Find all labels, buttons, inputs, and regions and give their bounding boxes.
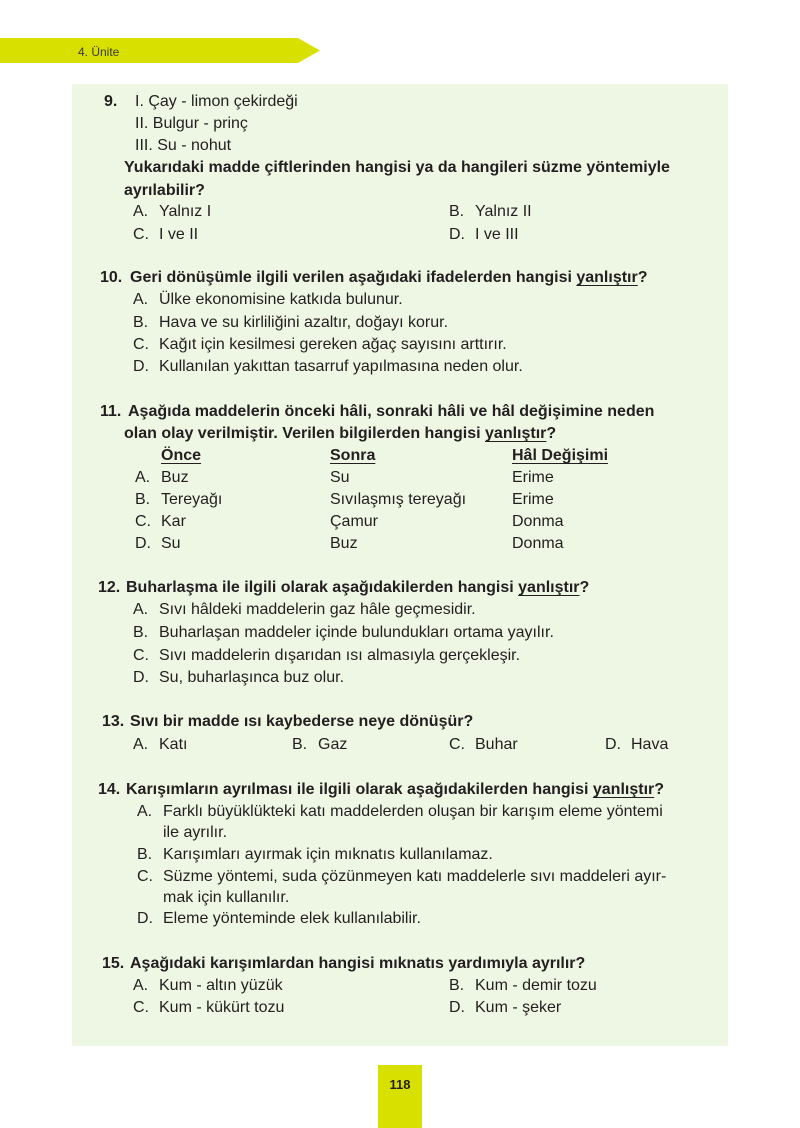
answer-option[interactable]: B. Buharlaşan maddeler içinde bulundukları ortama yayılır. — [133, 624, 554, 641]
answer-option[interactable]: B. Gaz — [292, 736, 348, 753]
answer-option[interactable]: A. Ülke ekonomisine katkıda bulunur. — [133, 291, 403, 308]
answer-option[interactable]: C. Buhar — [449, 736, 518, 753]
answer-option[interactable]: A. Buz — [135, 469, 189, 486]
answer-option[interactable]: C. Kum - kükürt tozu — [133, 999, 285, 1016]
answer-option[interactable]: A. Farklı büyüklükteki katı maddelerden oluşan bir karışım eleme yöntemi — [137, 803, 663, 820]
answer-option[interactable]: D. Su, buharlaşınca buz olur. — [133, 669, 345, 686]
answer-option[interactable]: A. Sıvı hâldeki maddelerin gaz hâle geçmesidir. — [133, 601, 476, 618]
question-number: 14. — [98, 781, 121, 798]
answer-option-continued: ile ayrılır. — [163, 824, 228, 841]
answer-option[interactable]: B. Kum - demir tozu — [449, 977, 597, 994]
answer-option[interactable]: A. Katı — [133, 736, 188, 753]
answer-option[interactable]: A. Kum - altın yüzük — [133, 977, 283, 994]
statement-item: II. Bulgur - prinç — [135, 115, 248, 132]
question-number: 12. — [98, 579, 121, 596]
answer-option[interactable]: A. Yalnız I — [133, 203, 212, 220]
table-header: Hâl Değişimi — [512, 447, 609, 464]
page-number: 118 — [389, 1077, 411, 1092]
answer-option[interactable]: C. Sıvı maddelerin dışarıdan ısı almasıyla gerçekleşir. — [133, 647, 521, 664]
unit-tab-shape — [0, 38, 320, 63]
answer-option[interactable]: B. Yalnız II — [449, 203, 532, 220]
table-cell: Sıvılaşmış tereyağı — [330, 491, 467, 508]
answer-option[interactable]: C. I ve II — [133, 226, 199, 243]
emphasis-underline: yanlıştır — [576, 269, 638, 286]
answer-option[interactable]: D. Eleme yönteminde elek kullanılabilir. — [137, 910, 421, 927]
table-cell: Erime — [512, 491, 554, 508]
question-number: 10. — [100, 269, 123, 286]
answer-option[interactable]: D. Kum - şeker — [449, 999, 562, 1016]
unit-header-tab — [0, 38, 320, 63]
question-stem: Geri dönüşümle ilgili verilen aşağıdaki ifadelerden hangisi yanlıştır? — [130, 269, 648, 286]
page-number-tab — [378, 1065, 422, 1128]
question-stem: Aşağıdaki karışımlardan hangisi mıknatıs yardımıyla ayrılır? — [130, 955, 586, 972]
answer-option[interactable]: B. Hava ve su kirliliğini azaltır, doğayı korur. — [133, 314, 449, 331]
table-cell: Buz — [330, 535, 358, 552]
statement-item: III. Su - nohut — [135, 137, 232, 154]
question-stem: Aşağıda maddelerin önceki hâli, sonraki hâli ve hâl değişimine neden — [128, 403, 655, 420]
table-header: Önce — [161, 447, 202, 464]
question-number: 13. — [102, 713, 125, 730]
question-number: 11. — [100, 403, 122, 420]
answer-option[interactable]: B. Tereyağı — [135, 491, 223, 508]
question-number: 15. — [102, 955, 125, 972]
answer-option[interactable]: C. Kağıt için kesilmesi gereken ağaç sayısını arttırır. — [133, 336, 507, 353]
question-stem: Karışımların ayrılması ile ilgili olarak aşağıdakilerden hangisi yanlıştır? — [126, 781, 665, 798]
unit-label: 4. Ünite — [78, 45, 120, 59]
emphasis-underline: yanlıştır — [485, 425, 547, 442]
answer-option[interactable]: B. Karışımları ayırmak için mıknatıs kullanılamaz. — [137, 846, 493, 863]
table-header: Sonra — [330, 447, 376, 464]
emphasis-underline: yanlıştır — [592, 781, 655, 798]
answer-option-continued: mak için kullanılır. — [163, 889, 290, 906]
statement-item: I. Çay - limon çekirdeği — [135, 93, 298, 110]
question-stem: Buharlaşma ile ilgili olarak aşağıdakilerden hangisi yanlıştır? — [126, 579, 590, 596]
emphasis-underline: yanlıştır — [518, 579, 580, 596]
table-cell: Su — [330, 469, 350, 486]
question-number: 9. — [104, 93, 118, 110]
table-cell: Erime — [512, 469, 554, 486]
question-stem: Sıvı bir madde ısı kaybederse neye dönüşür? — [130, 713, 474, 730]
answer-option[interactable]: D. Su — [135, 535, 181, 552]
answer-option[interactable]: D. I ve III — [449, 226, 519, 243]
answer-option[interactable]: C. Süzme yöntemi, suda çözünmeyen katı maddelerle sıvı maddeleri ayır- — [137, 868, 667, 885]
answer-option[interactable]: C. Kar — [135, 513, 186, 530]
question-stem: Yukarıdaki madde çiftlerinden hangisi ya da hangileri süzme yöntemiyle ayrılabilir? — [124, 159, 670, 199]
answer-option[interactable]: D. Kullanılan yakıttan tasarruf yapılmasına neden olur. — [133, 358, 523, 375]
table-cell: Donma — [512, 535, 564, 552]
answer-option[interactable]: D. Hava — [605, 736, 669, 753]
table-cell: Çamur — [330, 513, 379, 530]
table-cell: Donma — [512, 513, 564, 530]
question-stem: olan olay verilmiştir. Verilen bilgilerden hangisi yanlıştır? — [124, 425, 557, 442]
